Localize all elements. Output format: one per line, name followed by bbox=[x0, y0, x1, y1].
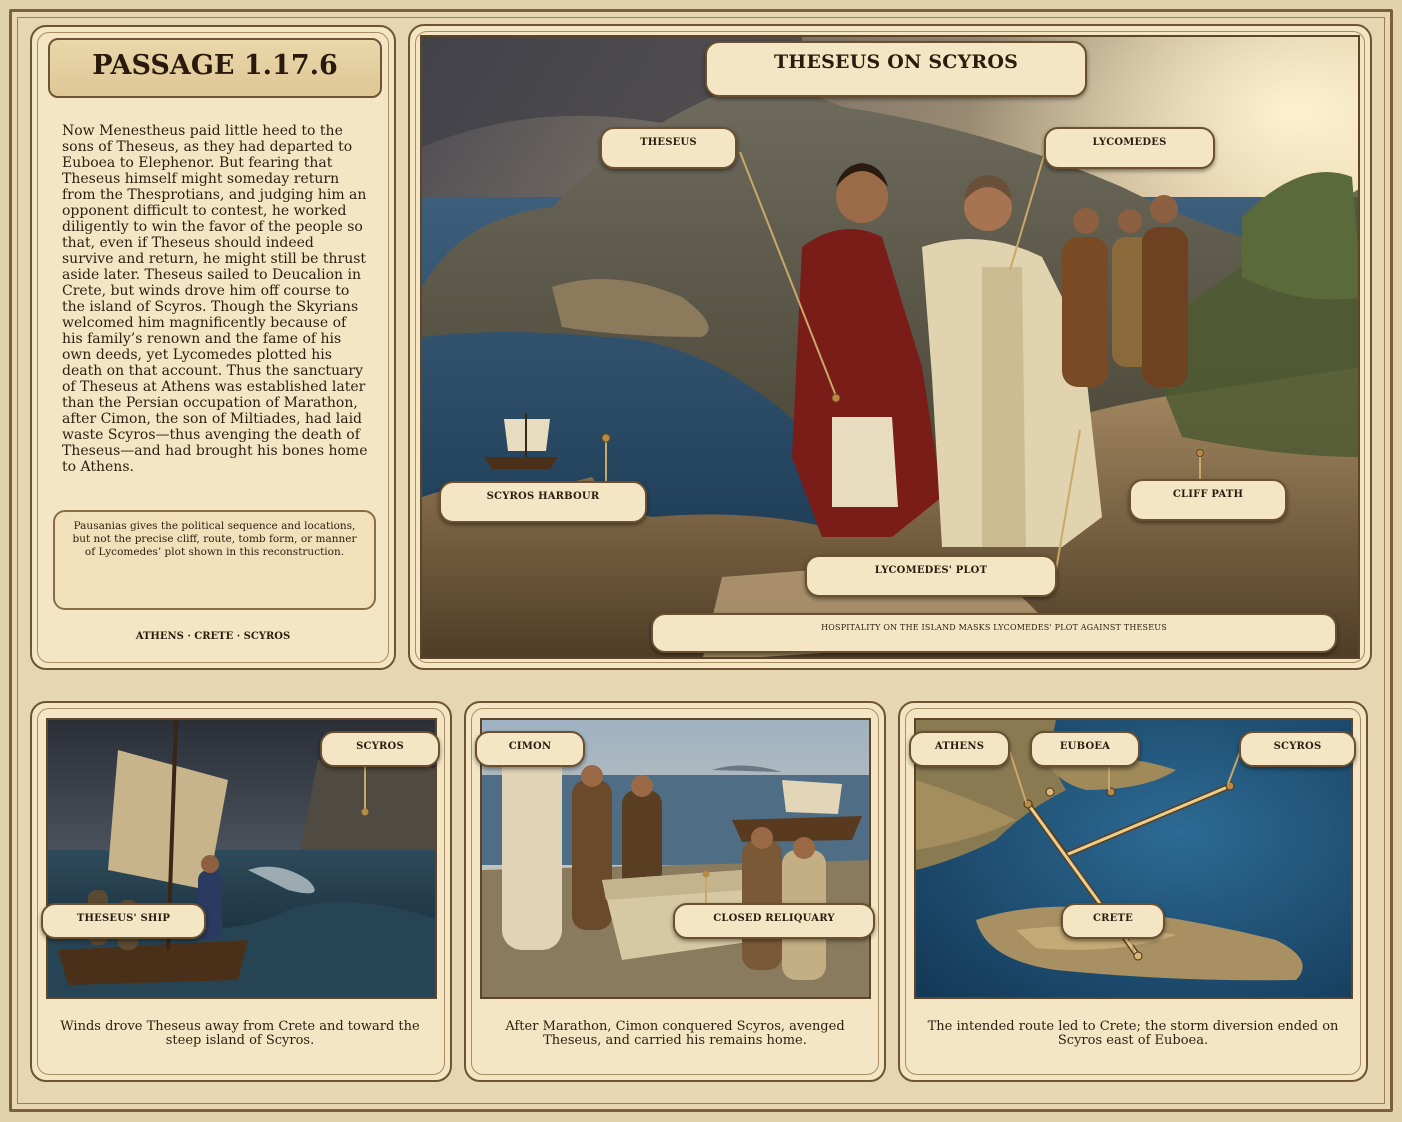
label-map-scyros: SCYROS bbox=[1239, 731, 1356, 767]
label-lycomedes-plot: LYCOMEDES' PLOT bbox=[805, 555, 1057, 597]
passage-title-box bbox=[48, 38, 382, 98]
label-map-crete: CRETE bbox=[1061, 903, 1165, 939]
main-title: THESEUS ON SCYROS bbox=[773, 51, 1019, 73]
label-lycomedes: LYCOMEDES bbox=[1044, 127, 1215, 169]
label-map-athens: ATHENS bbox=[909, 731, 1010, 767]
label-storm-scyros: SCYROS bbox=[320, 731, 440, 767]
label-cimon: CIMON bbox=[475, 731, 585, 767]
label-closed-reliquary: CLOSED RELIQUARY bbox=[673, 903, 875, 939]
main-title-box bbox=[705, 41, 1087, 97]
passage-card bbox=[30, 25, 396, 670]
label-theseus: THESEUS bbox=[600, 127, 737, 169]
passage-text: Now Menestheus paid little heed to the sons of Theseus, as they had departed to Euboea to Elephenor. But fearing that Theseus himself might someday return from the Thesprotians, and judging him an opponent difficult to contest, he worked diligently to win the favor of the people so that, even if Theseus should indeed survive and return, he might still be thrust aside later. Theseus sailed to Deucalion in Crete, but winds drove him off course to the island of Scyros. Though the Skyrians welcomed him magnificently because of his family’s renown and the fame of his own deeds, yet Lycomedes plotted his death on that account. Thus the sanctuary of Theseus at Athens was established later than the Persian occupation of Marathon, after Cimon, the son of Miltiades, had laid waste Scyros—thus avenging the death of Theseus—and had brought his bones home to Athens. bbox=[62, 123, 368, 475]
passage-note-box bbox=[53, 510, 376, 610]
storm-caption: Winds drove Theseus away from Crete and toward the steep island of Scyros. bbox=[60, 1019, 420, 1048]
label-cliff-path: CLIFF PATH bbox=[1129, 479, 1287, 521]
passage-note: Pausanias gives the political sequence and locations, but not the precise cliff, route, tomb form, or manner of Lycomedes’ plot shown in this reconstruction. bbox=[72, 520, 357, 558]
passage-title: PASSAGE 1.17.6 bbox=[92, 50, 338, 81]
label-map-euboea: EUBOEA bbox=[1030, 731, 1140, 767]
label-scyros-harbour: SCYROS HARBOUR bbox=[439, 481, 647, 523]
map-caption: The intended route led to Crete; the storm diversion ended on Scyros east of Euboea. bbox=[927, 1019, 1339, 1048]
label-theseus-ship: THESEUS' SHIP bbox=[41, 903, 206, 939]
passage-places: ATHENS · CRETE · SCYROS bbox=[135, 631, 291, 642]
main-caption: HOSPITALITY ON THE ISLAND MASKS LYCOMEDES' PLOT AGAINST THESEUS bbox=[651, 613, 1337, 653]
cimon-caption: After Marathon, Cimon conquered Scyros, avenged Theseus, and carried his remains home. bbox=[505, 1019, 845, 1048]
